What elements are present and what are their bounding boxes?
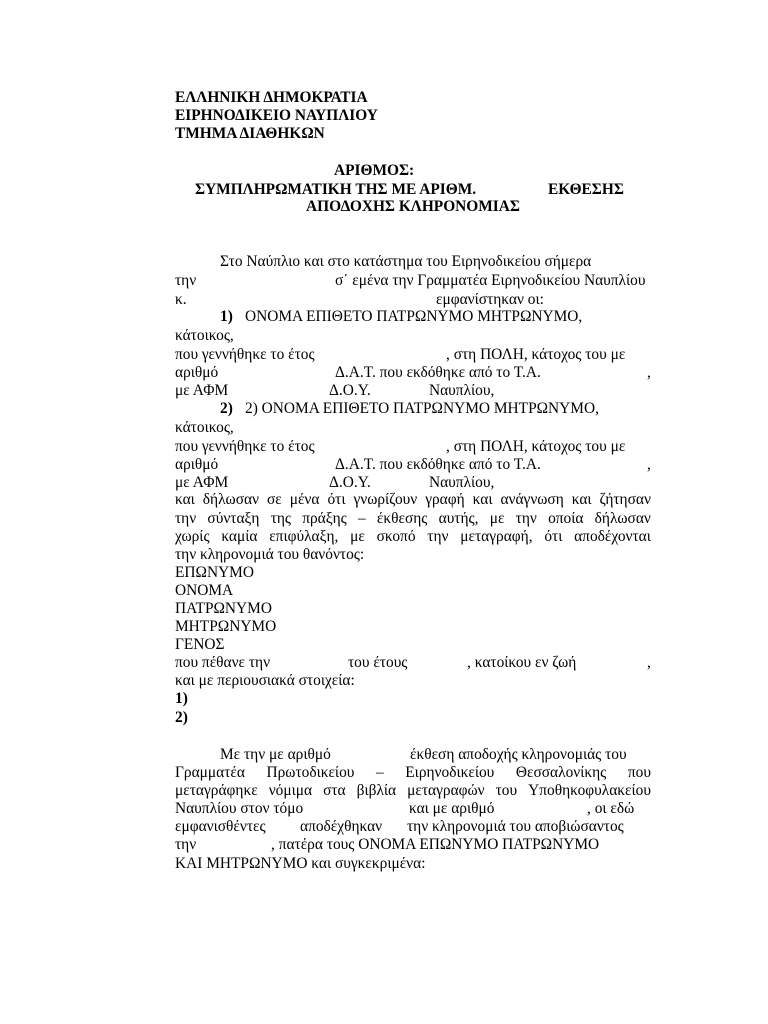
closing-line7: ΚΑΙ ΜΗΤΡΩΝΥΜΟ και συγκεκριμένα: [175, 855, 426, 872]
word: πράξης [302, 510, 347, 527]
person2-id-c: , [647, 456, 651, 473]
deceased-surname: ΕΠΩΝΥΜΟ [175, 564, 254, 581]
word: και [175, 491, 195, 508]
word: καμία [221, 528, 258, 545]
person1-born-a: που γεννήθηκε το έτος [175, 346, 315, 363]
deceased-mother: ΜΗΤΡΩΝΥΜΟ [175, 618, 277, 635]
deceased-assets: και με περιουσιακά στοιχεία: [175, 672, 355, 689]
word: με [489, 510, 505, 527]
person1-resident: κάτοικος, [175, 327, 234, 344]
word: Θεσσαλονίκης [515, 764, 607, 781]
intro-line2-a: την [175, 272, 197, 289]
person1-afm-b: Δ.Ο.Υ. [329, 382, 371, 399]
deceased-father: ΠΑΤΡΩΝΥΜΟ [175, 600, 272, 617]
closing-line4-c: , οι εδώ [587, 800, 635, 817]
header-department: ΤΜΗΜΑ ΔΙΑΘΗΚΩΝ [175, 125, 325, 142]
person2-name: 2) ΟΝΟΜΑ ΕΠΙΘΕΤΟ ΠΑΤΡΩΝΥΜΟ ΜΗΤΡΩΝΥΜΟ, [245, 400, 599, 417]
person1-number: 1) [220, 308, 233, 325]
word: αποδέχονται [574, 528, 651, 545]
word: ανάγνωση [500, 491, 564, 508]
header-country: ΕΛΛΗΝΙΚΗ ΔΗΜΟΚΡΑΤΙΑ [175, 89, 368, 106]
intro-line1-text: Στο Ναύπλιο και στο κατάστημα του Ειρηνοδικείου σήμερα [220, 253, 592, 270]
word: δήλωσαν [202, 491, 260, 508]
word: γνωρίζουν [353, 491, 418, 508]
word: την [175, 510, 197, 527]
closing-line4-a: Ναυπλίου στον τόμο [175, 800, 304, 817]
word: έκθεσης [376, 510, 428, 527]
word: και [571, 491, 592, 508]
person1-id-c: , [647, 364, 651, 381]
word: την [427, 528, 449, 545]
word: αυτής, [438, 510, 479, 527]
declaration-line4: την κληρονομιά του θανόντος: [175, 546, 365, 563]
closing-line6-a: την [175, 836, 197, 853]
closing-line5-b: αποδέχθηκαν [300, 818, 383, 835]
asset-item-1: 1) [175, 690, 188, 707]
word: σκοπό [376, 528, 416, 545]
person2-resident: κάτοικος, [175, 419, 234, 436]
word: Γραμματέα [175, 764, 245, 781]
word: της [270, 510, 292, 527]
closing-line5-a: εμφανισθέντες [175, 818, 266, 835]
person1-afm-c: Ναυπλίου, [429, 382, 495, 399]
word: βιβλία [356, 782, 397, 799]
deceased-died-b: του έτους [348, 654, 408, 671]
person1-id-a: αριθμό [175, 364, 219, 381]
word: του [495, 782, 518, 799]
person2-born-b: , στη ΠΟΛΗ, κάτοχος του με [446, 438, 626, 455]
word: ζήτησαν [599, 491, 651, 508]
word: σύνταξη [207, 510, 260, 527]
word: μεταγραφή, [460, 528, 533, 545]
word: που [627, 764, 651, 781]
word: – [375, 764, 384, 781]
intro-line3-a: κ. [175, 291, 187, 308]
intro-line3-b: εμφανίστηκαν οι: [436, 291, 544, 308]
person2-born-a: που γεννήθηκε το έτος [175, 438, 315, 455]
word: ότι [544, 528, 563, 545]
title-number-label: ΑΡΙΘΜΟΣ: [334, 162, 415, 179]
word: δήλωσαν [594, 510, 651, 527]
person1-name: ΟΝΟΜΑ ΕΠΙΘΕΤΟ ΠΑΤΡΩΝΥΜΟ ΜΗΤΡΩΝΥΜΟ, [245, 308, 583, 325]
closing-line6-b: , πατέρα τους ΟΝΟΜΑ ΕΠΩΝΥΜΟ ΠΑΤΡΩΝΥΜΟ [271, 836, 600, 853]
deceased-genos: ΓΕΝΟΣ [175, 636, 225, 653]
person2-id-b: Δ.Α.Τ. που εκδόθηκε από το Τ.Α. [335, 456, 541, 473]
person1-id-b: Δ.Α.Τ. που εκδόθηκε από το Τ.Α. [335, 364, 541, 381]
intro-line2-b: σ΄ εμένα την Γραμματέα Ειρηνοδικείου Ναυπλίου [335, 272, 646, 289]
deceased-died-c: , κατοίκου εν ζωή [467, 654, 577, 671]
word: ότι [327, 491, 346, 508]
person2-afm-b: Δ.Ο.Υ. [329, 474, 371, 491]
word: χωρίς [175, 528, 210, 545]
asset-item-2: 2) [175, 709, 188, 726]
person1-afm-a: με ΑΦΜ [175, 382, 229, 399]
word: στα [323, 782, 346, 799]
word: και [472, 491, 493, 508]
word: την [515, 510, 537, 527]
header-court: ΕΙΡΗΝΟΔΙΚΕΙΟ ΝΑΥΠΛΙΟΥ [175, 107, 378, 124]
person1-born-b: , στη ΠΟΛΗ, κάτοχος του με [446, 346, 626, 363]
closing-line5-c: την κληρονομιά του αποβιώσαντος [407, 818, 624, 835]
title-line3: ΑΠΟΔΟΧΗΣ ΚΛΗΡΟΝΟΜΙΑΣ [306, 198, 520, 215]
word: γραφή [425, 491, 465, 508]
person2-afm-a: με ΑΦΜ [175, 474, 229, 491]
title-line2-b: ΕΚΘΕΣΗΣ [548, 181, 624, 198]
word: με [350, 528, 365, 545]
word: σε [266, 491, 282, 508]
word: μεταγραφών [407, 782, 485, 799]
word: μεταγράφηκε [175, 782, 258, 799]
closing-line1-b: έκθεση αποδοχής κληρονομιάς του [410, 746, 627, 763]
title-line2-a: ΣΥΜΠΛΗΡΩΜΑΤΙΚΗ ΤΗΣ ΜΕ ΑΡΙΘΜ. [195, 181, 477, 198]
word: Ειρηνοδικείου [405, 764, 495, 781]
word: Πρωτοδικείου [266, 764, 355, 781]
word: οποία [548, 510, 584, 527]
person2-afm-c: Ναυπλίου, [429, 474, 495, 491]
word: μένα [289, 491, 320, 508]
word: – [357, 510, 366, 527]
deceased-died-d: , [647, 654, 651, 671]
person2-number: 2) [220, 400, 233, 417]
deceased-died-a: που πέθανε την [175, 654, 271, 671]
word: Υποθηκοφυλακείου [528, 782, 651, 799]
closing-line1-a: Με την με αριθμό [220, 746, 331, 763]
word: επιφύλαξη, [269, 528, 339, 545]
deceased-name: ΟΝΟΜΑ [175, 582, 234, 599]
closing-line4-b: και με αριθμό [409, 800, 495, 817]
person2-id-a: αριθμό [175, 456, 219, 473]
word: νόμιμα [268, 782, 313, 799]
